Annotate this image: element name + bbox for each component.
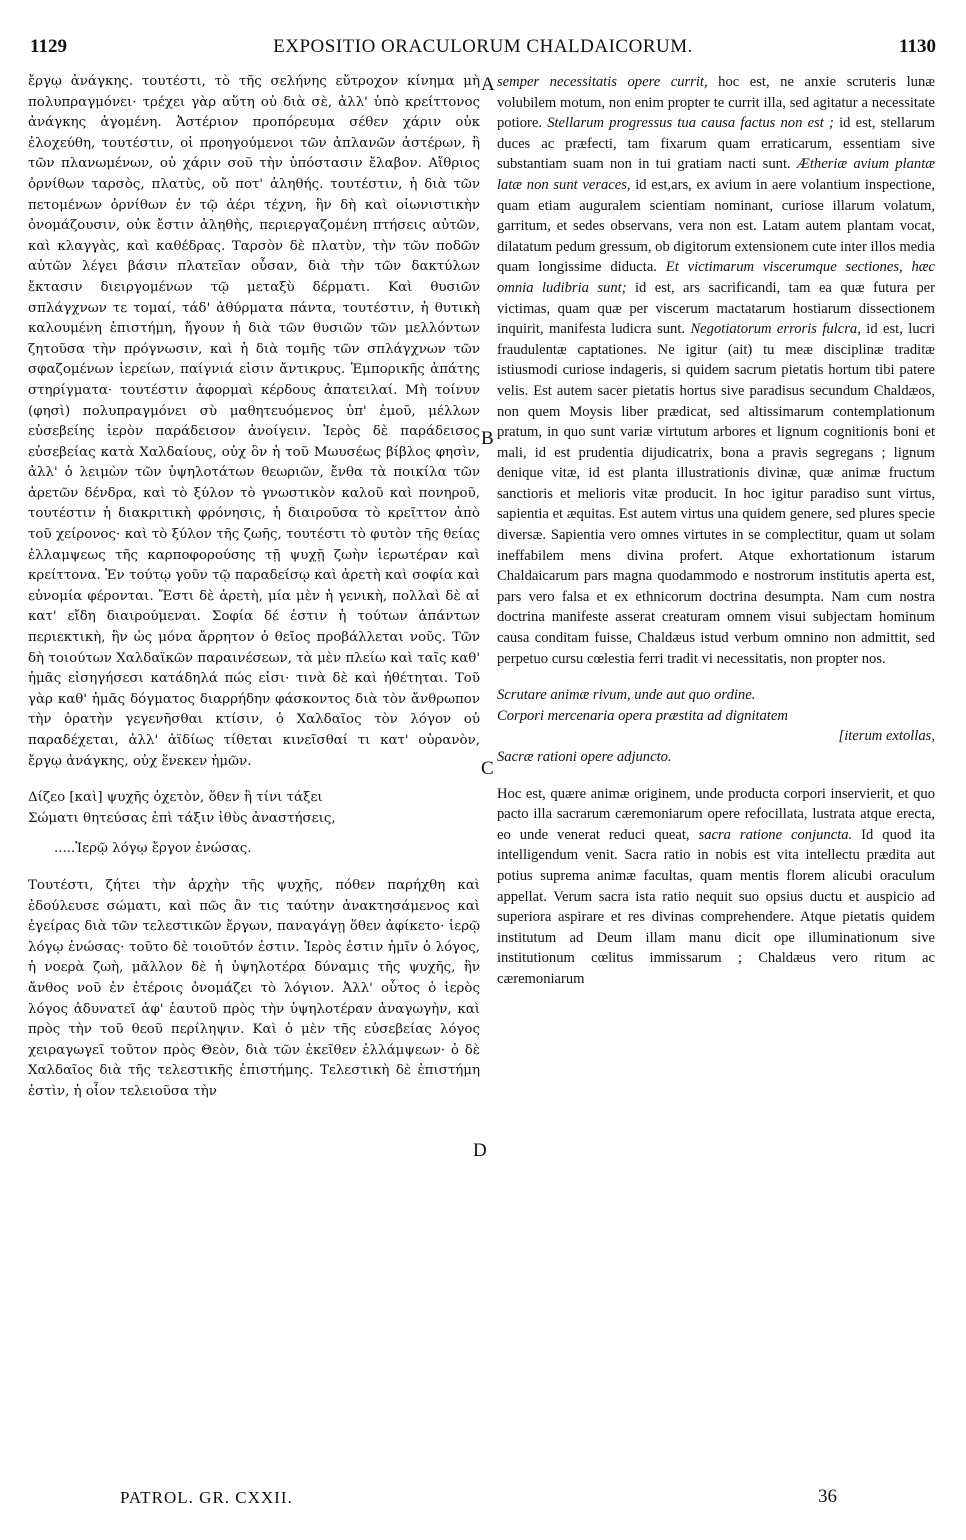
greek-verse-line: .....Ἱερῷ λόγῳ ἔργον ἑνώσας.	[54, 841, 252, 857]
latin-verse-line: Corpori mercenaria opera præstita ad dignitatem	[497, 707, 788, 724]
latin-text: id est, stellarum duces ac præfecti, tam fixarum quam erraticarum, essentiam sive substantiam suam non in tui gratiam nacti sunt.	[497, 115, 935, 173]
greek-verse-line: Δίζεο [καὶ] ψυχῆς ὀχετὸν, ὅθεν ἢ τίνι τάξει	[28, 790, 323, 806]
latin-text: Id quod ita intelligendum venit. Sacra ratio in nobis est vita intellectu prædita aut potius suprema animæ facultas, quam mentis florem alicubi oraculum appellat. Verum sacra ista ratio nequit suo opsius ductu et auspicio ad superiora aspirare et res divinas comprehendere. Atque pietatis quidem institutum ad Deum illam manu dicit ope illuminationum sive institutionum cœlitus immissarum ; Chaldæus vero ritum ac cæremoniarum	[497, 826, 935, 987]
page-title: EXPOSITIO ORACULORUM CHALDAICORUM.	[273, 36, 693, 57]
latin-text: id est, ars sacrificandi, tam ea quæ futura per victimas, quam quæ per viscerum mactatarum hostiarum dissectionem inquirit, manifesta ludicra sunt.	[497, 279, 935, 338]
greek-paragraph-1: ἔργῳ ἀνάγκης. τουτέστι, τὸ τῆς σελήνης εὔτροχον κίνημα μὴ πολυπραγμόνει· τρέχει γὰρ αὕτη οὐ διὰ σὲ, ἀλλ' ὑπὸ κρείττονος ἀνάγκης ἀγομένη. Ἀστέριον προπόρευμα σέθεν χάριν οὐκ ἐλοχεύθη, τουτέστιν, οἱ προηγούμενοι τῶν ἀπλανῶν ἀστέρων, ἢ τῶν πλανωμένων, οὐ χάριν σοῦ τὴν ὑπόστασιν ἔλαβον. Αἴθριος ὀρνίθων ταρσὸς, πλατὺς, οὔ ποτ' ἀληθής. τουτέστιν, ἡ διὰ τῶν πετομένων ὀρνίθων ἐν τῷ ἀέρι τέχνη, ἣν δὴ καὶ οἰωνιστικὴν ὀνομάζουσιν, οὐκ ἔστιν ἀληθὴς, περιεργαζομένη πτήσεις αὐτῶν, καὶ κλαγγὰς, καὶ καθέδρας. Ταρσὸν δὲ πλατὺν, τὴν τῶν ποδῶν αὐτῶν λέγει βάσιν πλατεῖαν οὖσαν, διὰ τὴν τῶν δακτύλων ἔκτασιν διειργομένων τῷ μεταξὺ δέρματι. Καὶ θυσιῶν σπλάγχνων τε τομαί, τάδ' ἀθύρματα πάντα, τουτέστιν, ἡ θυτικὴ καλουμένη ἐπιστήμη, ἤγουν ἡ διὰ τῶν θυσιῶν τῶν μελλόντων ζητοῦσα τὴν πρόγνωσιν, καὶ ἡ διὰ τομῆς τῶν σπλάγχνων τῶν σφαζομένων ἱερείων, παίγνιά εἰσιν ἄντικρυς. Ἐμπορικῆς ἀπάτης στηρίγματα· τουτέστιν ἀφορμαὶ κέρδους ἀπατειλαί. Μὴ τοίνυν (φησὶ) πολυπραγμόνει σὺ μαθητευόμενος ὑπ' ἐμοῦ, μέλλων εὐσεβείης ἱερὸν παράδεισον ἀνοίγειν. Ἱερὸς δὲ παράδεισος εὐσεβείας κατὰ Χαλδαίους, οὐχ ὃν ἡ τοῦ Μωυσέως βίβλος φησὶν, ἀλλ' ὁ λειμὼν τῶν ὑψηλοτάτων θεωριῶν, ἔνθα τὰ ποικίλα τῶν ἀρετῶν δένδρα, καὶ τὸ ξύλον τὸ γνωστικὸν καλοῦ καὶ πονηροῦ, τουτέστιν ἡ διακριτικὴ φρόνησις, ἡ διαιροῦσα τὸ κρεῖττον ἀπὸ τοῦ χείρονος· καὶ τὸ ξύλον τῆς ζωῆς, τουτέστι τὸ φυτὸν τῆς θείας ἐλλαμψεως τῆς καρποφορούσης τῇ ψυχῇ ζωὴν ἱερωτέραν καὶ κρείττονα. Ἐν τούτῳ γοῦν τῷ παραδείσῳ καὶ ἀρετὴ καὶ σοφία καὶ εὐνομία φέρονται. Ἔστι δὲ ἀρετὴ, μία μὲν ἡ γενικὴ, πολλαὶ δὲ αἱ κατ' εἴδη διαιρούμεναι. Σοφία δέ ἐστιν ἡ τούτων ἁπάντων περιεκτικὴ, ἣν ὡς μόνα ἄρρητον ὁ θεῖος προβάλλεται νοῦς. Τῶν δὴ τοιούτων Χαλδαϊκῶν παραινέσεων, τὰ μὲν πλείω καὶ ταῖς καθ' ἡμᾶς εἰσηγήσεσι κατάδηλά πώς εἰσι· τινὰ δὲ καὶ ἠθέτηται. Τοῦ γὰρ καθ' ἡμᾶς δόγματος διαρρήδην φάσκοντος διὰ τὸν ἄνθρωπον τὴν ὁρατὴν γεγενῆσθαι κτίσιν, ὁ Χαλδαῖος τὸν λόγον οὐ παραδέχεται, ἀλλ' ἀϊδίως τίθεται κινεῖσθαί τι κατ' οὐρανὸν, ἔργῳ ἀνάγκης, οὐχ ἕνεκεν ἡμῶν.	[28, 74, 480, 769]
latin-emphasis: Negotiatorum erroris fulcra,	[690, 321, 861, 338]
latin-text: hoc est, ne anxie scruteris lunæ volubilem motum, non enim propter te currit illa, sed agitatur a necessitate potiore.	[497, 74, 935, 132]
latin-verse-line: Sacræ rationi opere adjuncto.	[497, 749, 672, 765]
section-marker-b: B	[481, 428, 494, 449]
running-header	[30, 36, 936, 60]
latin-column	[497, 72, 935, 990]
footer-volume: PATROL. GR. CXXII.	[120, 1488, 293, 1507]
greek-column	[28, 72, 480, 1103]
latin-text: id est, lucri fraudulentæ captationes. Ne igitur (ait) tu meæ disciplinæ traditæ istiusmodi curiose indageris, si quidem sacrum pietatis hortum tibi patere velis. Est autem sacer pietatis hortus sive paradisus secundum Chaldæos, non quem Moysis liber prædicat, sed altissimarum contemplationum pratum, in quo sunt variæ virtutum arbores et lignum cognitionis boni et mali, id est prudentia dijudicatrix, bona a pravis segregans ; lignum denique vitæ, id est planta illustrationis divinæ, quæ animæ fructum sanctioris et melioris vitæ producit. In hoc igitur paradiso sunt virtus, sapientia et æquitas. Est autem virtus una quidem genere, sed plures specie diversæ. Sapientia vero omnes virtutes in se complectitur, quam ut solam ineffabilem mens divina profert. Atque exhortationum istarum Chaldaicarum pars magna quodammodo e nostrorum institutis aperta est, pars vero falsa et ex ethnicorum doctrina desumpta. Nam cum nostra doctrina manifeste asserat creaturam omnem visui subjectam hominum causa conditam fuisse, Chaldæus istud verbum omnino non admittit, sed perpetuo cursu cœlestia ferri tradit vi necessitatis, non propter nos.	[497, 321, 936, 667]
section-marker-a: A	[481, 74, 495, 95]
section-marker-d: D	[473, 1140, 487, 1161]
latin-verse-line: [iterum extollas,	[838, 728, 935, 745]
latin-paragraph-1	[497, 72, 935, 669]
latin-emphasis: Et victimarum viscerumque sectiones, hæc omnia ludibria sunt;	[497, 259, 936, 296]
latin-emphasis: Stellarum progressus tua causa factus non est ;	[547, 115, 834, 132]
latin-emphasis: Ætheriæ avium plantæ latæ non sunt veraces,	[497, 156, 935, 193]
latin-text: id est,ars, ex avium in aere volantium inspectione, quam etiam auguralem scientiam nominant, curiose illarum volatum, garritum, et sedes observans, vera non est. Latam autem plantam vocat, dilatatum pedum gressum, ob digitorum extensionem cute inter illos media quam longissime diducta.	[497, 176, 935, 276]
page-number-left: 1129	[30, 36, 67, 57]
section-marker-c: C	[481, 758, 494, 779]
latin-verse-line: Scrutare animæ rivum, unde aut quo ordine.	[497, 687, 756, 704]
latin-text: Hoc est, quære animæ originem, unde producta corpori inservierit, et quo pacto illa sacrarum cæremoniarum opere refocillata, lustrata atque erecta, eo unde venerat reduci queat,	[497, 785, 935, 843]
greek-verse-line: Σώματι θητεύσας ἐπὶ τάξιν ἰθὺς ἀναστήσεις,	[28, 810, 336, 826]
page-number-right: 1130	[899, 36, 936, 57]
latin-emphasis: sacra ratione conjuncta.	[698, 826, 853, 843]
greek-paragraph-2: Τουτέστι, ζήτει τὴν ἀρχὴν τῆς ψυχῆς, πόθεν παρήχθη καὶ ἐδούλευσε σώματι, καὶ πῶς ἂν τις ταύτην ἀνακτησάμενος καὶ ἐγείρας διὰ τῶν τελεστικῶν ἔργων, παναγάγῃ ὅθεν ἀφίκετο· ἱερῷ λόγῳ ἑνώσας· τοῦτο δὲ τοιοῦτόν ἐστιν. Ἱερὸς ἐστιν ἡμῖν ὁ λόγος, ἡ νοερὰ ζωὴ, μᾶλλον δὲ ἡ ὑψηλοτέρα δύναμις τῆς ψυχῆς, ἣν ἄνθος νοῦ ἐν ἑτέροις ὀνομάζει τὸ λόγιον. Ἀλλ' οὗτος ὁ ἱερὸς λόγος ἀδυνατεῖ ἀφ' ἑαυτοῦ πρὸς τὴν ὑψηλοτέραν ἀναγωγὴν, καὶ πρὸς τὴν τοῦ θεοῦ περίληψιν. Καὶ ὁ μὲν τῆς εὐσεβείας λόγος χειραγωγεῖ τοῦτον πρὸς Θεὸν, διὰ τῶν ἐκεῖθεν ἐλλάμψεων· ὁ δὲ Χαλδαῖος διὰ τῆς τελεστικῆς ἐπιστήμης. Τελεστικὴ δὲ ἐπιστήμη ἐστὶν, ἡ οἷον τελειοῦσα τὴν	[28, 877, 480, 1099]
latin-paragraph-2	[497, 784, 935, 990]
latin-emphasis: semper necessitatis opere currit,	[497, 74, 708, 90]
footer-signature: 36	[818, 1486, 837, 1507]
